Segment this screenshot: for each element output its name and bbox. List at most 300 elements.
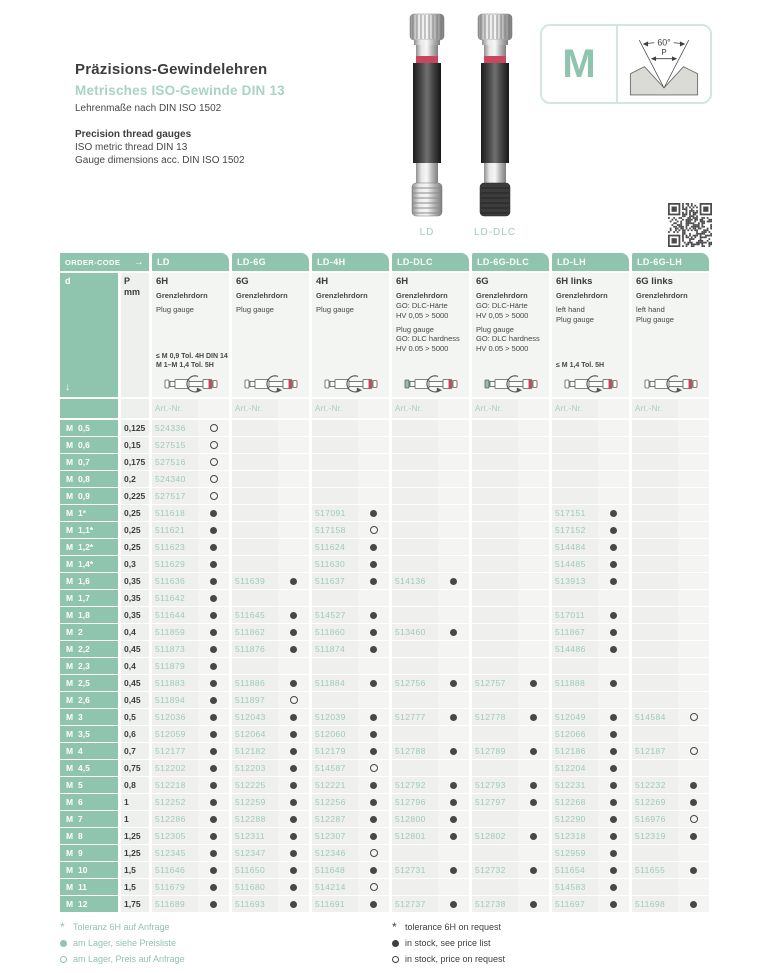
article-number (632, 420, 678, 436)
cell-ld-6g-lh (632, 539, 709, 555)
gauge-icon-wrap (636, 374, 707, 394)
status-dot-filled (610, 544, 617, 551)
status-dot-filled (210, 901, 217, 908)
thread-size: 2,3 (78, 661, 90, 671)
cell-ld-6g-dlc (472, 420, 549, 436)
tolerance-class: 4H (316, 276, 329, 287)
row-label (60, 675, 118, 691)
cell-ld-dlc (392, 811, 469, 827)
tolerance-class: 6G (236, 276, 249, 287)
cell-ld-6g-dlc (472, 658, 549, 674)
status-dot-filled (610, 884, 617, 891)
cell-ld (152, 811, 229, 827)
pitch-value: 0,125 (121, 420, 149, 436)
article-number (312, 658, 358, 674)
row-label (60, 539, 118, 555)
thread-profile-diagram (618, 29, 710, 99)
article-number: 511689 (152, 896, 198, 912)
column-tab-ld-6g-lh: LD-6G-LH (632, 253, 709, 271)
article-number (472, 624, 518, 640)
cell-ld-6g-dlc (472, 726, 549, 742)
pitch-value: 1 (121, 794, 149, 810)
thread-size: 1,6 (78, 576, 90, 586)
article-number (632, 590, 678, 606)
cell-ld (152, 454, 229, 470)
article-number: 512043 (232, 709, 278, 725)
status-dot-filled (210, 646, 217, 653)
status-dot-filled (370, 867, 377, 874)
row-label (60, 879, 118, 895)
article-number: 512231 (552, 777, 598, 793)
status-dot-filled (210, 714, 217, 721)
status-dot-filled (690, 867, 697, 874)
row-label (60, 437, 118, 453)
cell-ld-6g-lh (632, 624, 709, 640)
status-dot-filled (610, 731, 617, 738)
dot-open-icon (60, 956, 70, 963)
article-number: 517151 (552, 505, 598, 521)
cell-ld (152, 896, 229, 912)
status-dot-open (690, 815, 698, 823)
article-number (552, 488, 598, 504)
status-dot-filled (290, 612, 297, 619)
article-number: 511691 (312, 896, 358, 912)
article-number (472, 522, 518, 538)
article-number: 511873 (152, 641, 198, 657)
legend-text: in stock, price on request (405, 954, 506, 964)
header-block (75, 60, 285, 167)
status-dot-filled (210, 697, 217, 704)
cell-ld-6g-lh (632, 743, 709, 759)
cell-ld-4h (312, 590, 389, 606)
thread-size: 1,4* (78, 559, 94, 569)
thread-size: 3,5 (78, 729, 90, 739)
status-dot-filled (290, 799, 297, 806)
article-number: 512177 (152, 743, 198, 759)
article-number: 512792 (392, 777, 438, 793)
status-dot-filled (610, 850, 617, 857)
row-label (60, 573, 118, 589)
artnr-cell-ld-4h (312, 399, 389, 418)
status-dot-open (210, 424, 218, 432)
table-row (60, 590, 712, 606)
cell-ld-6g (232, 777, 309, 793)
page-subtitle-en: ISO metric thread DIN 13 (75, 141, 188, 153)
thread-prefix: M (66, 899, 74, 909)
gauge-label-ld: LD (419, 227, 435, 238)
cell-ld-6g-dlc (472, 607, 549, 623)
cell-ld (152, 505, 229, 521)
article-number: 512036 (152, 709, 198, 725)
table-row (60, 811, 712, 827)
status-dot-filled (370, 680, 377, 687)
cell-ld-dlc (392, 743, 469, 759)
article-number (472, 760, 518, 776)
article-number: 517158 (312, 522, 358, 538)
column-header-ld-6g-lh (632, 273, 709, 397)
article-number (552, 658, 598, 674)
plug-gauge-icon (164, 374, 220, 394)
plug-gauge-icon (324, 374, 380, 394)
article-number: 512797 (472, 794, 518, 810)
pitch-value: 0,2 (121, 471, 149, 487)
pitch-value: 1,25 (121, 828, 149, 844)
table-row (60, 454, 712, 470)
cell-ld-6g-lh (632, 641, 709, 657)
article-number (632, 437, 678, 453)
row-label (60, 658, 118, 674)
plug-gauge-ld-dlc (466, 12, 524, 238)
row-label (60, 505, 118, 521)
thread-size: 7 (78, 814, 83, 824)
article-number: 517152 (552, 522, 598, 538)
article-number: 511867 (552, 624, 598, 640)
cell-ld-6g-dlc (472, 828, 549, 844)
artnr-cell-ld-6g-dlc (472, 399, 549, 418)
thread-size: 1,8 (78, 610, 90, 620)
cell-ld-6g-lh (632, 845, 709, 861)
thread-type-box (540, 24, 712, 104)
artnr-cell-ld-lh (552, 399, 629, 418)
article-number: 511894 (152, 692, 198, 708)
pitch-value: 0,5 (121, 709, 149, 725)
legend-text: Toleranz 6H auf Anfrage (73, 922, 170, 932)
cell-ld-6g-lh (632, 454, 709, 470)
article-number (632, 692, 678, 708)
status-dot-filled (290, 782, 297, 789)
row-label (60, 760, 118, 776)
article-number (392, 420, 438, 436)
row-label (60, 641, 118, 657)
article-number: 511629 (152, 556, 198, 572)
thread-prefix: M (66, 576, 74, 586)
status-dot-filled (530, 748, 537, 755)
cell-ld-6g-lh (632, 488, 709, 504)
row-label (60, 522, 118, 538)
status-dot-filled (370, 799, 377, 806)
plug-gauge-icon (244, 374, 300, 394)
cell-ld-4h (312, 777, 389, 793)
article-number: 512256 (312, 794, 358, 810)
article-number: 512319 (632, 828, 678, 844)
artnr-row-d-filler (60, 399, 118, 418)
article-number: 512802 (472, 828, 518, 844)
column-tab-ld-lh: LD-LH (552, 253, 629, 271)
cell-ld-dlc (392, 590, 469, 606)
article-number: 511862 (232, 624, 278, 640)
cell-ld (152, 437, 229, 453)
artnr-row-p-filler (121, 399, 149, 418)
thread-prefix: M (66, 440, 74, 450)
article-number: 511639 (232, 573, 278, 589)
article-number: 514486 (552, 641, 598, 657)
article-number: 512311 (232, 828, 278, 844)
status-dot-filled (210, 612, 217, 619)
article-number: 527517 (152, 488, 198, 504)
status-dot-filled (530, 714, 537, 721)
article-number: 512801 (392, 828, 438, 844)
cell-ld (152, 777, 229, 793)
gauge-icon-wrap (556, 374, 627, 394)
gauge-icon-wrap (156, 374, 227, 394)
article-number (632, 675, 678, 691)
cell-ld-6g-lh (632, 760, 709, 776)
article-number: 514583 (552, 879, 598, 895)
status-dot-filled (210, 629, 217, 636)
cell-ld-dlc (392, 675, 469, 691)
cell-ld-dlc (392, 726, 469, 742)
cell-ld (152, 420, 229, 436)
article-number (632, 505, 678, 521)
pitch-value: 0,8 (121, 777, 149, 793)
cell-ld-4h (312, 658, 389, 674)
down-arrow-icon: ↓ (65, 382, 70, 393)
article-number: 512793 (472, 777, 518, 793)
article-number (392, 471, 438, 487)
cell-ld-6g-dlc (472, 743, 549, 759)
article-number (472, 845, 518, 861)
status-dot-filled (290, 833, 297, 840)
table-row (60, 556, 712, 572)
table-row (60, 709, 712, 725)
thread-size: 9 (78, 848, 83, 858)
cell-ld-4h (312, 896, 389, 912)
article-number (312, 420, 358, 436)
status-dot-filled (530, 799, 537, 806)
article-number: 512202 (152, 760, 198, 776)
status-dot-filled (370, 782, 377, 789)
cell-ld-4h (312, 454, 389, 470)
status-dot-open (210, 492, 218, 500)
thread-profile-cell (618, 26, 710, 102)
thread-prefix: M (66, 525, 74, 535)
article-number: 514527 (312, 607, 358, 623)
cell-ld-dlc (392, 624, 469, 640)
cell-ld-6g-lh (632, 573, 709, 589)
cell-ld-4h (312, 522, 389, 538)
article-number: 511860 (312, 624, 358, 640)
artnr-cell-ld-dlc (392, 399, 469, 418)
cell-ld-lh (552, 726, 629, 742)
cell-ld-dlc (392, 777, 469, 793)
plug-gauge-ld (398, 12, 456, 238)
cell-ld-lh (552, 471, 629, 487)
article-number: 512204 (552, 760, 598, 776)
article-number: 511618 (152, 505, 198, 521)
artnr-cell-ld (152, 399, 229, 418)
status-dot-filled (210, 799, 217, 806)
table-tabs-row (60, 253, 712, 271)
status-dot-filled (450, 833, 457, 840)
thread-prefix: M (66, 780, 74, 790)
cell-ld-6g (232, 811, 309, 827)
thread-size: 2 (78, 627, 83, 637)
article-number: 512269 (632, 794, 678, 810)
header-text-de: Grenzlehrdorn (636, 291, 688, 301)
cell-ld-6g-lh (632, 709, 709, 725)
cell-ld (152, 556, 229, 572)
article-number (472, 539, 518, 555)
status-dot-filled (290, 867, 297, 874)
cell-ld-dlc (392, 862, 469, 878)
pitch-value: 0,35 (121, 607, 149, 623)
status-dot-filled (610, 629, 617, 636)
pitch-column-header (121, 273, 149, 397)
status-dot-open (690, 747, 698, 755)
thread-prefix: M (66, 695, 74, 705)
qr-code (668, 203, 712, 247)
legend-text: am Lager, siehe Preisliste (73, 938, 177, 948)
cell-ld-dlc (392, 420, 469, 436)
status-dot-open (370, 849, 378, 857)
article-number: 511654 (552, 862, 598, 878)
cell-ld-dlc (392, 573, 469, 589)
pitch-value: 1 (121, 811, 149, 827)
cell-ld-4h (312, 675, 389, 691)
thread-prefix: M (66, 712, 74, 722)
pitch-value: 0,4 (121, 624, 149, 640)
article-number: 512287 (312, 811, 358, 827)
pitch-value: 0,6 (121, 726, 149, 742)
row-label (60, 845, 118, 861)
article-number (472, 658, 518, 674)
legend-text: in stock, see price list (405, 938, 491, 948)
cell-ld-lh (552, 539, 629, 555)
article-number (232, 590, 278, 606)
thread-prefix: M (66, 661, 74, 671)
header-text-de: Grenzlehrdorn GO: DLC-Härte HV 0,05 > 5000 (476, 291, 529, 320)
status-dot-filled (610, 765, 617, 772)
cell-ld-6g (232, 743, 309, 759)
angle-label: 60° (657, 37, 671, 48)
cell-ld (152, 879, 229, 895)
article-number: 511876 (232, 641, 278, 657)
pitch-value: 0,45 (121, 641, 149, 657)
status-dot-filled (210, 867, 217, 874)
cell-ld-lh (552, 624, 629, 640)
page-note-en: Gauge dimensions acc. DIN ISO 1502 (75, 155, 245, 167)
cell-ld-6g (232, 726, 309, 742)
p-unit: mm (124, 287, 141, 298)
pitch-value: 0,225 (121, 488, 149, 504)
legend-en (392, 919, 505, 967)
article-number: 512796 (392, 794, 438, 810)
page-note-de: Lehrenmaße nach DIN ISO 1502 (75, 102, 222, 114)
pitch-value: 0,3 (121, 556, 149, 572)
cell-ld (152, 862, 229, 878)
status-dot-filled (290, 578, 297, 585)
thread-size: 6 (78, 797, 83, 807)
column-header-ld (152, 273, 229, 397)
column-header-ld-6g-dlc (472, 273, 549, 397)
status-dot-filled (450, 816, 457, 823)
status-dot-filled (450, 901, 457, 908)
table-row (60, 488, 712, 504)
article-number (472, 437, 518, 453)
article-number (392, 556, 438, 572)
thread-prefix: M (66, 746, 74, 756)
cell-ld-lh (552, 556, 629, 572)
thread-size: 1,1* (78, 525, 94, 535)
article-number: 512288 (232, 811, 278, 827)
status-dot-filled (210, 731, 217, 738)
legend-item (60, 935, 185, 951)
cell-ld-4h (312, 624, 389, 640)
p-label: P (124, 276, 131, 286)
article-number (312, 437, 358, 453)
cell-ld-dlc (392, 641, 469, 657)
cell-ld-6g-lh (632, 828, 709, 844)
status-dot-filled (210, 850, 217, 857)
cell-ld-4h (312, 692, 389, 708)
table-row (60, 624, 712, 640)
pitch-value: 0,7 (121, 743, 149, 759)
plug-gauge-icon (404, 374, 460, 394)
cell-ld-6g (232, 641, 309, 657)
status-dot-filled (210, 833, 217, 840)
cell-ld-lh (552, 675, 629, 691)
artnr-label: Art.-Nr. (155, 404, 183, 413)
cell-ld-lh (552, 709, 629, 725)
status-dot-filled (610, 901, 617, 908)
article-number: 512789 (472, 743, 518, 759)
thread-prefix: M (66, 865, 74, 875)
article-number (392, 760, 438, 776)
cell-ld-6g-lh (632, 505, 709, 521)
article-number: 512225 (232, 777, 278, 793)
article-number (552, 471, 598, 487)
thread-size: 2,6 (78, 695, 90, 705)
cell-ld-dlc (392, 879, 469, 895)
article-number (552, 420, 598, 436)
thread-size: 2,2 (78, 644, 90, 654)
cell-ld-4h (312, 879, 389, 895)
table-row (60, 692, 712, 708)
article-number (232, 556, 278, 572)
legend-de (60, 919, 185, 967)
article-number: 511884 (312, 675, 358, 691)
status-dot-filled (290, 731, 297, 738)
thread-prefix: M (66, 678, 74, 688)
thread-prefix: M (66, 559, 74, 569)
pitch-value: 1,5 (121, 862, 149, 878)
pitch-value: 0,175 (121, 454, 149, 470)
article-number: 511623 (152, 539, 198, 555)
article-number: 513460 (392, 624, 438, 640)
article-number (632, 641, 678, 657)
pitch-value: 0,45 (121, 675, 149, 691)
header-text-en: Plug gauge (316, 305, 354, 315)
article-number (632, 760, 678, 776)
status-dot-filled (530, 680, 537, 687)
thread-size: 4 (78, 746, 83, 756)
article-number: 512346 (312, 845, 358, 861)
article-number (472, 505, 518, 521)
article-number: 511879 (152, 658, 198, 674)
article-number: 511642 (152, 590, 198, 606)
status-dot-filled (610, 748, 617, 755)
gauge-icon-wrap (316, 374, 387, 394)
article-number: 512259 (232, 794, 278, 810)
thread-prefix: M (66, 848, 74, 858)
cell-ld-6g-dlc (472, 556, 549, 572)
cell-ld-lh (552, 420, 629, 436)
article-number: 517091 (312, 505, 358, 521)
column-header-ld-dlc (392, 273, 469, 397)
legend-item (60, 951, 185, 967)
article-number (392, 641, 438, 657)
status-dot-filled (290, 646, 297, 653)
